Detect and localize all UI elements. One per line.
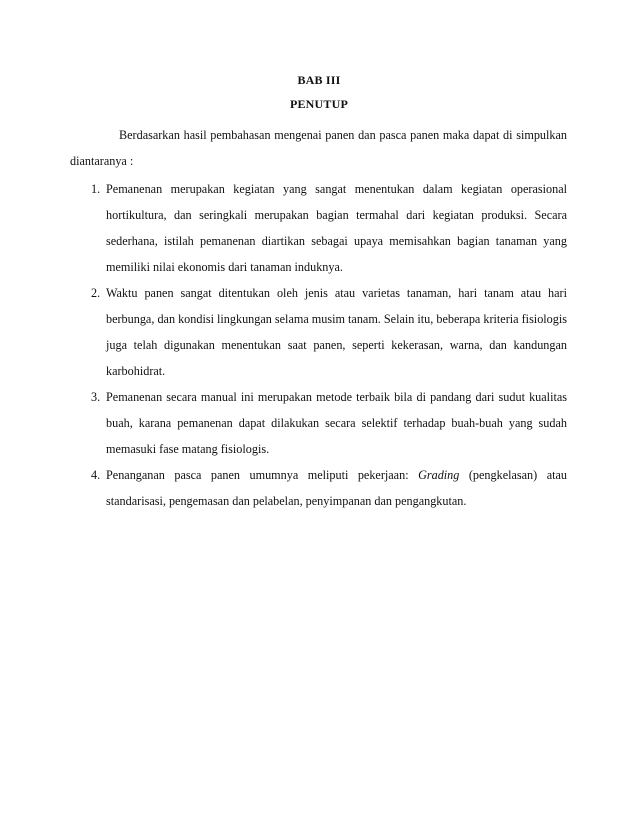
chapter-heading: BAB III: [297, 73, 341, 87]
chapter-title: PENUTUP: [289, 97, 349, 111]
list-item-number: 1.: [91, 182, 101, 196]
list-item-number: 2.: [91, 286, 101, 300]
list-item-text: Pemanenan secara manual ini merupakan metode terbaik bila di pandang dari sudut kualitas buah, karana pemanenan dapat dilakukan secara selektif terhadap buah-buah yang sudah memasuki fase matang fisiologis.: [106, 390, 567, 456]
list-item-number: 3.: [91, 390, 101, 404]
list-item-text-after: (pengkelasan) atau standarisasi, pengemasan dan pelabelan, penyimpanan dan pengangkutan.: [106, 468, 567, 508]
list-item-text: Waktu panen sangat ditentukan oleh jenis atau varietas tanaman, hari tanam atau hari berbunga, dan kondisi lingkungan selama musim tanam. Selain itu, beberapa kriteria fisiologis juga telah digunakan menentukan saat panen, seperti kekerasan, warna, dan kandungan karbohidrat.: [106, 286, 567, 378]
list-item: [70, 384, 567, 462]
list-item: [70, 280, 567, 384]
list-item: [70, 176, 567, 280]
list-item: [70, 462, 567, 514]
grading-term: Grading: [418, 468, 460, 482]
list-item-text: [106, 468, 567, 508]
intro-paragraph: Berdasarkan hasil pembahasan mengenai panen dan pasca panen maka dapat di simpulkan diantaranya :: [70, 128, 567, 168]
list-item-text: Pemanenan merupakan kegiatan yang sangat menentukan dalam kegiatan operasional hortikultura, dan seringkali merupakan bagian termahal dari kegiatan produksi. Secara sederhana, istilah pemanenan diartikan sebagai upaya memisahkan bagian tanaman yang memiliki nilai ekonomis dari tanaman induknya.: [106, 182, 567, 274]
conclusion-list: [70, 176, 567, 514]
list-item-number: 4.: [91, 468, 101, 482]
list-item-text-before: Penanganan pasca panen umumnya meliputi pekerjaan:: [106, 468, 419, 482]
